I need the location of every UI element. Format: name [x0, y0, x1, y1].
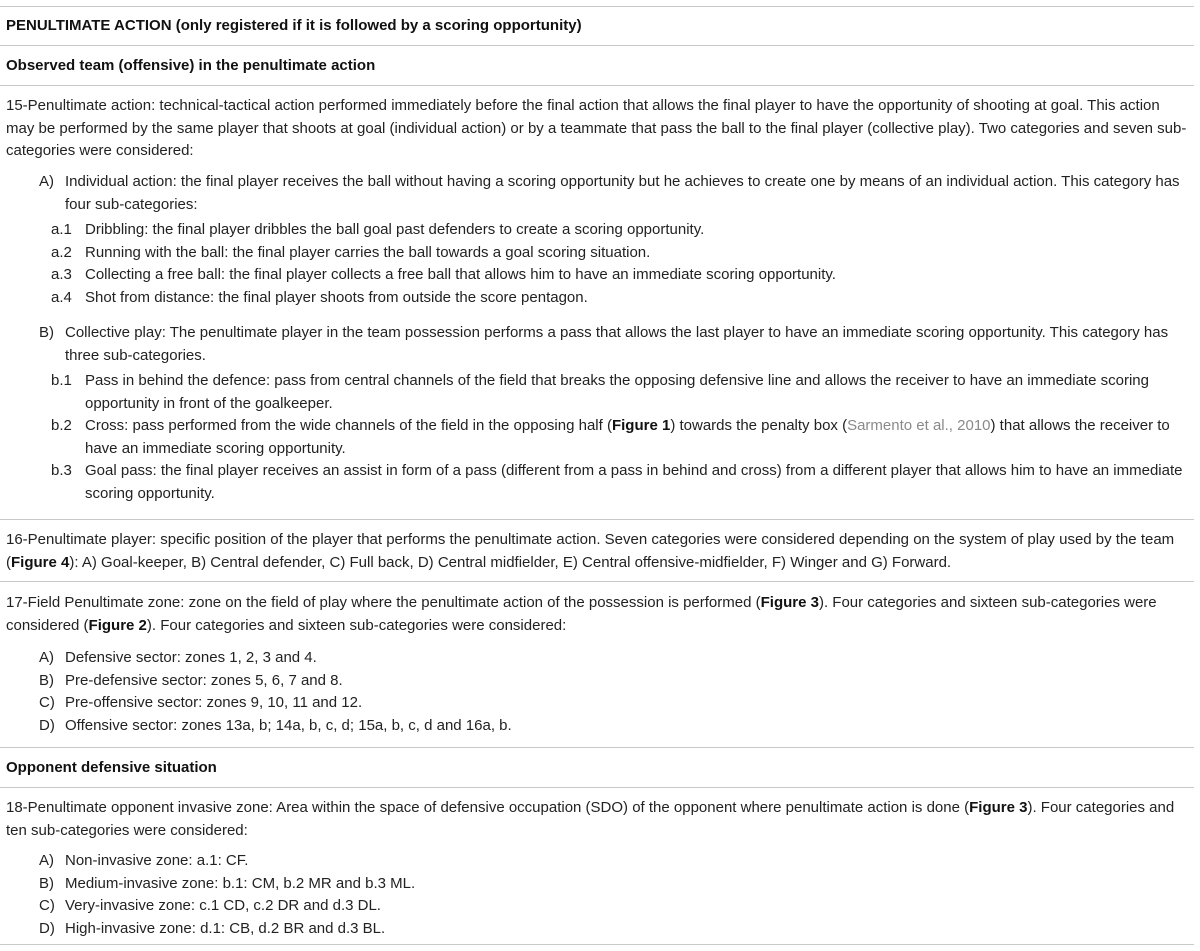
divider	[0, 45, 1194, 46]
text-fragment: 16-Penultimate player: specific position of the player that performs the penultimate action. Seven categories were considered depending on the system of play used by the team (	[6, 531, 1175, 571]
list-text: High-invasive zone: d.1: CB, d.2 BR and d.3 BL.	[65, 919, 386, 937]
divider	[0, 944, 1194, 945]
sub-item-label: b.2	[51, 417, 72, 434]
text-fragment: Cross: pass performed from the wide channels of the field in the opposing half (	[85, 417, 612, 434]
figure-1-link[interactable]: Figure 1	[611, 417, 671, 434]
text-fragment: ) that allows the receiver to have an immediate scoring opportunity.	[85, 417, 1170, 457]
text-fragment: ). Four categories and sixteen sub-categories were considered:	[146, 616, 567, 634]
text-fragment: ) towards the penalty box (	[670, 417, 848, 434]
list-text: Defensive sector: zones 1, 2, 3 and 4.	[65, 649, 317, 666]
list-label: A)	[39, 649, 54, 666]
divider	[0, 747, 1194, 748]
sub-item-text: Pass in behind the defence: pass from central channels of the field that breaks the opposing defensive line and allows the receiver to have an immediate scoring opportunity in front of the goalkeeper.	[85, 372, 1149, 412]
category-label: B)	[39, 324, 54, 341]
table-header: PENULTIMATE ACTION (only registered if it is followed by a scoring opportunity)	[6, 17, 582, 34]
sub-item-text: Dribbling: the final player dribbles the ball goal past defenders to create a scoring opportunity.	[85, 221, 705, 238]
list-text: Pre-offensive sector: zones 9, 10, 11 and 12.	[65, 694, 363, 711]
citation-link[interactable]: Sarmento et al., 2010	[847, 417, 991, 434]
sub-item-text	[85, 415, 1191, 460]
divider	[0, 581, 1194, 582]
sub-item-label: a.2	[51, 243, 72, 261]
paragraph-17	[6, 592, 1191, 637]
sub-item-label: b.3	[51, 462, 72, 479]
list-label: D)	[39, 716, 55, 734]
category-text: Collective play: The penultimate player in the team possession performs a pass that allows the last player to have an immediate scoring opportunity. This category has three sub-categories.	[65, 324, 1169, 364]
divider	[0, 787, 1194, 788]
text-fragment: ): A) Goal-keeper, B) Central defender, C) Full back, D) Central midfielder, E) Central offensive-midfielder, F) Winger and G) Forward.	[69, 553, 952, 571]
text-fragment: 17-Field Penultimate zone: zone on the field of play where the penultimate action of the possession is performed (	[6, 594, 761, 611]
list-label: B)	[39, 671, 54, 689]
section-heading-opponent: Opponent defensive situation	[6, 759, 217, 776]
sub-item-text: Collecting a free ball: the final player collects a free ball that allows him to have an immediate scoring opportunity.	[85, 266, 836, 283]
sub-item-text: Shot from distance: the final player shoots from outside the score pentagon.	[85, 288, 588, 306]
text-fragment: ). Four categories and ten sub-categories were considered:	[6, 799, 1175, 839]
list-text: Medium-invasive zone: b.1: CM, b.2 MR and b.3 ML.	[65, 874, 416, 892]
paragraph-18	[6, 797, 1191, 842]
list-label: B)	[39, 874, 54, 892]
category-label: A)	[39, 173, 54, 190]
divider	[0, 519, 1194, 520]
text-fragment: ). Four categories and sixteen sub-categories were considered (	[6, 594, 1157, 634]
paragraph-15: 15-Penultimate action: technical-tactical action performed immediately before the final action that allows the final player to have the opportunity of shooting at goal. This action may be performed by the same player that shoots at goal (individual action) or by a teammate that pass the ball to the final player (collective play). Two categories and seven sub-categories were considered:	[6, 97, 1187, 159]
list-text: Non-invasive zone: a.1: CF.	[65, 852, 249, 869]
paragraph-16	[6, 529, 1191, 574]
section-heading-observed: Observed team (offensive) in the penultimate action	[6, 57, 376, 74]
list-text: Offensive sector: zones 13a, b; 14a, b, c, d; 15a, b, c, d and 16a, b.	[65, 716, 512, 734]
figure-2-link[interactable]: Figure 2	[88, 616, 147, 634]
list-label: A)	[39, 852, 54, 869]
text-fragment: 18-Penultimate opponent invasive zone: Area within the space of defensive occupation (SDO) of the opponent where penultimate action is done (	[6, 799, 970, 816]
divider	[0, 85, 1194, 86]
category-text: Individual action: the final player receives the ball without having a scoring opportunity but he achieves to create one by means of an individual action. This category has four sub-categories:	[65, 173, 1180, 213]
sub-item-label: b.1	[51, 372, 72, 389]
list-label: C)	[39, 694, 55, 711]
list-label: D)	[39, 919, 55, 937]
figure-4-link[interactable]: Figure 4	[11, 553, 70, 571]
sub-item-label: a.1	[51, 221, 72, 238]
sub-item-text: Goal pass: the final player receives an assist in form of a pass (different from a pass in behind and cross) from a different player that allows him to have an immediate scoring opportunity.	[85, 462, 1183, 502]
figure-3-link[interactable]: Figure 3	[760, 594, 819, 611]
list-text: Very-invasive zone: c.1 CD, c.2 DR and d.3 DL.	[65, 897, 381, 914]
sub-item-label: a.4	[51, 288, 72, 306]
sub-item-text: Running with the ball: the final player carries the ball towards a goal scoring situation.	[85, 243, 651, 261]
list-text: Pre-defensive sector: zones 5, 6, 7 and 8.	[65, 671, 343, 689]
divider	[0, 6, 1194, 7]
list-label: C)	[39, 897, 55, 914]
sub-item-label: a.3	[51, 266, 72, 283]
figure-3-link[interactable]: Figure 3	[969, 799, 1028, 816]
